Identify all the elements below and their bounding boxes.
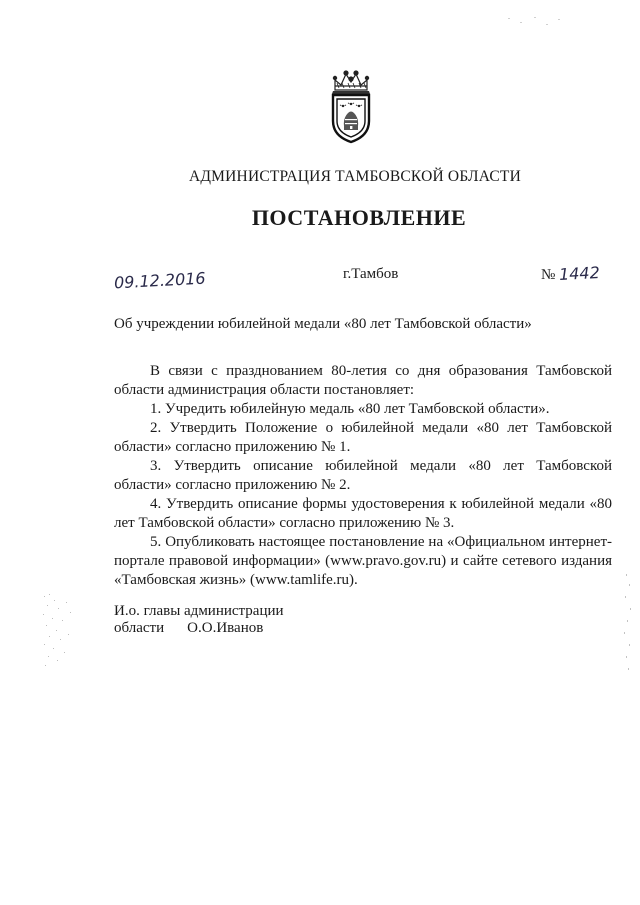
document-body	[114, 362, 612, 590]
signer-position: И.о. главы администрации	[114, 603, 284, 619]
scan-noise-top	[500, 8, 570, 38]
body-item-5: 5. Опубликовать настоящее постановление на «Официальном интернет-портале правовой информации» (www.pravo.gov.ru) и сайте сетевого издания «Тамбовская жизнь» (www.tamlife.ru).	[114, 534, 612, 588]
coat-of-arms-icon	[326, 66, 376, 144]
number-value: 1442	[558, 262, 601, 285]
body-item-4: 4. Утвердить описание формы удостоверения к юбилейной медали «80 лет Тамбовской области» согласно приложению № 3.	[114, 496, 612, 531]
signer-name: О.О.Иванов	[187, 620, 264, 636]
document-type: ПОСТАНОВЛЕНИЕ	[251, 205, 467, 230]
signer-position-cont	[114, 620, 284, 637]
signer-position-line2: области	[114, 620, 165, 636]
body-item-1: 1. Учредить юбилейную медаль «80 лет Тамбовской области».	[150, 401, 550, 417]
body-item-3: 3. Утвердить описание юбилейной медали «80 лет Тамбовской области» согласно приложению № 2.	[114, 458, 612, 493]
document-title: Об учреждении юбилейной медали «80 лет Тамбовской области»	[114, 316, 532, 332]
organization-name: АДМИНИСТРАЦИЯ ТАМБОВСКОЙ ОБЛАСТИ	[189, 168, 521, 185]
document-date: 09.12.2016	[113, 268, 207, 293]
body-item-2: 2. Утвердить Положение о юбилейной медали «80 лет Тамбовской области» согласно приложению № 1.	[114, 420, 612, 455]
crown-icon	[333, 71, 368, 90]
document-city: г.Тамбов	[343, 266, 399, 282]
scan-noise-right	[620, 570, 636, 680]
body-intro: В связи с празднованием 80-летия со дня образования Тамбовской области администрация области постановляет:	[114, 363, 612, 398]
scan-noise-left	[40, 590, 90, 675]
signature-block	[114, 603, 284, 637]
document-number	[541, 264, 600, 284]
number-sign: №	[541, 267, 556, 283]
